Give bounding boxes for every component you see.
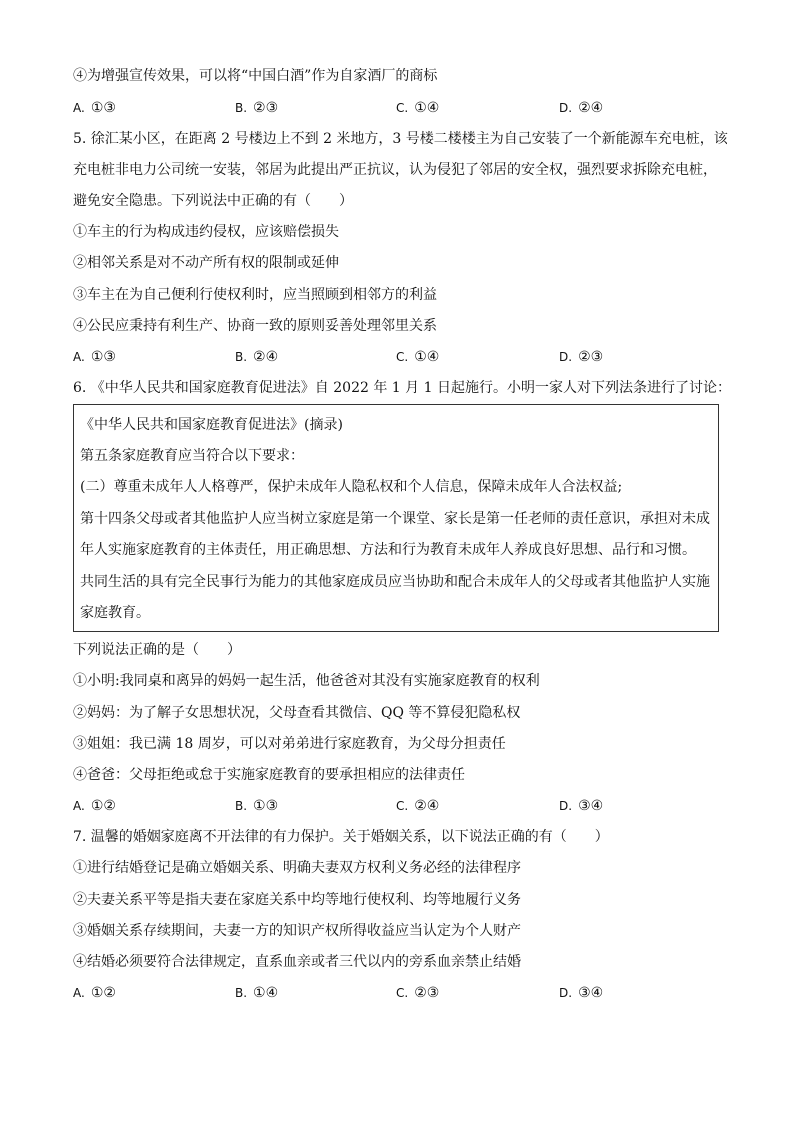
q6-statement-2: ②妈妈：为了解子女思想状况，父母查看其微信、QQ 等不算侵犯隐私权: [73, 705, 521, 721]
q5-stem-line-3: 避免安全隐患。下列说法中正确的有（ ）: [73, 193, 353, 209]
q5-statement-2: ②相邻关系是对不动产所有权的限制或延伸: [73, 255, 339, 271]
q6-option-d[interactable]: D. ③④: [559, 798, 604, 814]
q6-statement-3: ③姐姐：我已满 18 周岁，可以对弟弟进行家庭教育，为父母分担责任: [73, 736, 506, 752]
q6-options: [73, 796, 733, 816]
q4-statement-4: ④为增强宣传效果，可以将“中国白酒”作为自家酒厂的商标: [73, 68, 438, 84]
q5-statement-3: ③车主在为自己便利行使权利时，应当照顾到相邻方的利益: [73, 287, 437, 303]
excerpt-line-6: 共同生活的具有完全民事行为能力的其他家庭成员应当协助和配合未成年人的父母或者其他监护人实施: [80, 574, 710, 590]
q5-stem-line-1: 5. 徐汇某小区，在距离 2 号楼边上不到 2 米地方，3 号楼二楼楼主为自己安装了一个新能源车充电桩，该: [73, 131, 728, 147]
q4-option-c[interactable]: C. ①④: [396, 100, 440, 116]
q7-option-c[interactable]: C. ②③: [396, 985, 440, 1001]
excerpt-line-2: 第五条家庭教育应当符合以下要求：: [80, 448, 304, 464]
q6-option-a[interactable]: A. ①②: [73, 798, 116, 814]
q5-option-d[interactable]: D. ②③: [559, 349, 604, 365]
q7-stem: 7. 温馨的婚姻家庭离不开法律的有力保护。关于婚姻关系，以下说法正确的有（ ）: [73, 829, 609, 845]
q4-option-d[interactable]: D. ②④: [559, 100, 604, 116]
q6-statement-4: ④爸爸：父母拒绝或怠于实施家庭教育的要承担相应的法律责任: [73, 767, 465, 783]
q6-question: 下列说法正确的是（ ）: [73, 642, 241, 658]
q7-option-d[interactable]: D. ③④: [559, 985, 604, 1001]
excerpt-line-4: 第十四条父母或者其他监护人应当树立家庭是第一个课堂、家长是第一任老师的责任意识，承担对未成: [80, 511, 710, 527]
law-excerpt-box: [73, 404, 719, 632]
q7-statement-3: ③婚姻关系存续期间，夫妻一方的知识产权所得收益应当认定为个人财产: [73, 923, 521, 939]
q5-statement-1: ①车主的行为构成违约侵权，应该赔偿损失: [73, 224, 339, 240]
q4-options: [73, 98, 733, 118]
excerpt-line-3: (二）尊重未成年人人格尊严，保护未成年人隐私权和个人信息，保障未成年人合法权益;: [80, 479, 623, 495]
q7-options: [73, 983, 733, 1003]
q5-option-c[interactable]: C. ①④: [396, 349, 440, 365]
q5-statement-4: ④公民应秉持有利生产、协商一致的原则妥善处理邻里关系: [73, 318, 437, 334]
q6-option-c[interactable]: C. ②④: [396, 798, 440, 814]
q4-option-b[interactable]: B. ②③: [235, 100, 279, 116]
q7-statement-2: ②夫妻关系平等是指夫妻在家庭关系中均等地行使权利、均等地履行义务: [73, 892, 521, 908]
q7-statement-1: ①进行结婚登记是确立婚姻关系、明确夫妻双方权利义务必经的法律程序: [73, 860, 521, 876]
q5-option-b[interactable]: B. ②④: [235, 349, 279, 365]
q7-option-b[interactable]: B. ①④: [235, 985, 279, 1001]
q6-statement-1: ①小明:我同桌和离异的妈妈一起生活，他爸爸对其没有实施家庭教育的权利: [73, 673, 540, 689]
q6-stem: 6. 《中华人民共和国家庭教育促进法》自 2022 年 1 月 1 日起施行。小明一家人对下列法条进行了讨论：: [73, 380, 731, 396]
excerpt-line-7: 家庭教育。: [80, 605, 150, 621]
q7-option-a[interactable]: A. ①②: [73, 985, 116, 1001]
q7-statement-4: ④结婚必须要符合法律规定，直系血亲或者三代以内的旁系血亲禁止结婚: [73, 954, 521, 970]
q5-option-a[interactable]: A. ①③: [73, 349, 116, 365]
q4-option-a[interactable]: A. ①③: [73, 100, 116, 116]
q5-options: [73, 347, 733, 367]
q5-stem-line-2: 充电桩非电力公司统一安装，邻居为此提出严正抗议，认为侵犯了邻居的安全权，强烈要求拆除充电桩，: [73, 162, 717, 178]
q6-option-b[interactable]: B. ①③: [235, 798, 279, 814]
excerpt-line-5: 年人实施家庭教育的主体责任，用正确思想、方法和行为教育未成年人养成良好思想、品行和习惯。: [80, 542, 696, 558]
excerpt-title: 《中华人民共和国家庭教育促进法》(摘录): [80, 417, 343, 433]
